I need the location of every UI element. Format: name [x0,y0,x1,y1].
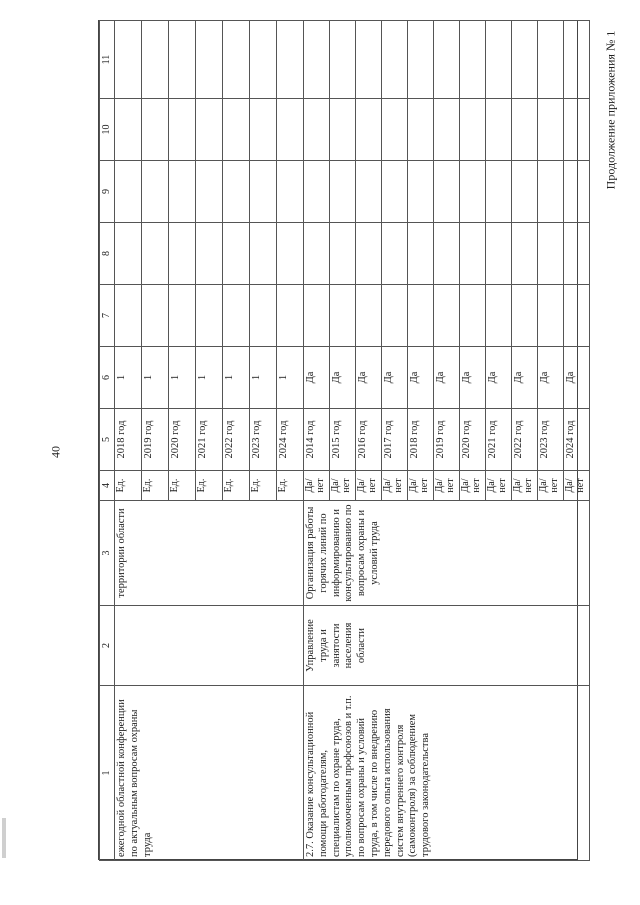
empty-cell [538,21,564,99]
unit-cell: Ед. [115,471,142,501]
empty-cell [564,21,590,99]
empty-cell [304,223,330,285]
empty-cell [330,285,356,347]
measures-table [99,20,590,861]
value-cell: Да [304,347,330,409]
empty-cell [486,21,512,99]
column-number-4: 4 [100,471,115,501]
empty-cell [223,99,250,161]
value-cell: 1 [196,347,223,409]
empty-cell [408,161,434,223]
empty-cell [277,99,304,161]
empty-cell [304,21,330,99]
column-number-row [100,21,115,861]
empty-cell [330,21,356,99]
appendix-continuation-note: Продолжение приложения № 1 [603,30,618,190]
empty-cell [304,161,330,223]
empty-cell [434,285,460,347]
column-number-8: 8 [100,223,115,285]
table-row [115,21,142,861]
empty-cell [512,21,538,99]
empty-cell [512,99,538,161]
empty-cell [564,161,590,223]
unit-cell: Ед. [169,471,196,501]
empty-cell [250,285,277,347]
year-cell: 2022 год [512,409,538,471]
empty-cell [512,161,538,223]
scan-edge-mark [2,818,6,858]
empty-cell [277,161,304,223]
year-cell: 2021 год [196,409,223,471]
unit-cell: Да/ нет [486,471,512,501]
empty-cell [538,285,564,347]
empty-cell [277,21,304,99]
value-cell: Да [356,347,382,409]
empty-cell [460,99,486,161]
empty-cell [356,285,382,347]
year-cell: 2024 год [277,409,304,471]
empty-cell [115,21,142,99]
value-cell: Да [330,347,356,409]
empty-cell [223,21,250,99]
unit-cell: Да/ нет [538,471,564,501]
unit-cell: Да/ нет [408,471,434,501]
unit-cell: Да/ нет [564,471,590,501]
empty-cell [460,285,486,347]
empty-cell [564,285,590,347]
empty-cell [408,223,434,285]
value-cell: 1 [250,347,277,409]
empty-cell [250,21,277,99]
column-number-10: 10 [100,99,115,161]
empty-cell [304,285,330,347]
empty-cell [169,99,196,161]
empty-cell [382,99,408,161]
value-cell: Да [434,347,460,409]
column-number-1: 1 [100,686,115,861]
empty-cell [304,99,330,161]
empty-cell [196,161,223,223]
empty-cell [434,21,460,99]
year-cell: 2020 год [169,409,196,471]
empty-cell [538,99,564,161]
empty-cell [142,99,169,161]
year-cell: 2018 год [408,409,434,471]
empty-cell [460,161,486,223]
unit-cell: Ед. [196,471,223,501]
year-cell: 2017 год [382,409,408,471]
empty-cell [142,223,169,285]
empty-cell [196,285,223,347]
empty-cell [169,223,196,285]
empty-cell [408,99,434,161]
empty-cell [196,21,223,99]
column-number-6: 6 [100,347,115,409]
empty-cell [408,21,434,99]
unit-cell: Да/ нет [382,471,408,501]
unit-cell: Ед. [277,471,304,501]
empty-cell [460,21,486,99]
empty-cell [486,223,512,285]
empty-cell [115,223,142,285]
value-cell: Да [408,347,434,409]
empty-cell [356,99,382,161]
year-cell: 2022 год [223,409,250,471]
empty-cell [564,99,590,161]
value-cell: 1 [115,347,142,409]
year-cell: 2019 год [142,409,169,471]
year-cell: 2021 год [486,409,512,471]
value-cell: 1 [142,347,169,409]
year-cell: 2023 год [250,409,277,471]
year-cell: 2019 год [434,409,460,471]
empty-cell [250,99,277,161]
unit-cell: Ед. [250,471,277,501]
empty-cell [250,223,277,285]
unit-cell: Ед. [223,471,250,501]
value-cell: Да [538,347,564,409]
column-number-9: 9 [100,161,115,223]
value-cell: Да [382,347,408,409]
unit-cell: Да/ нет [512,471,538,501]
empty-cell [223,285,250,347]
empty-cell [538,161,564,223]
empty-cell [277,223,304,285]
empty-cell [486,161,512,223]
empty-cell [356,21,382,99]
value-cell: Да [564,347,590,409]
value-cell: Да [512,347,538,409]
unit-cell: Да/ нет [460,471,486,501]
empty-cell [169,285,196,347]
empty-cell [142,285,169,347]
responsible-executor [115,606,304,686]
value-cell: Да [486,347,512,409]
empty-cell [223,223,250,285]
empty-cell [223,161,250,223]
empty-cell [330,161,356,223]
empty-cell [460,223,486,285]
empty-cell [382,223,408,285]
empty-cell [330,223,356,285]
responsible-executor: Управление труда и занятости населения области [304,606,590,686]
value-cell: 1 [277,347,304,409]
empty-cell [434,99,460,161]
measures-table-frame [98,20,586,860]
empty-cell [115,285,142,347]
year-cell: 2018 год [115,409,142,471]
empty-cell [512,285,538,347]
column-number-2: 2 [100,606,115,686]
value-cell: Да [460,347,486,409]
empty-cell [169,21,196,99]
measure-description: ежегодной областной конференции по актуальным вопросам охраны труда [115,686,304,861]
unit-cell: Да/ нет [330,471,356,501]
empty-cell [196,99,223,161]
measure-activity: Организация работы горячих линий по информированию и консультированию по вопросам охраны и условий труда [304,501,590,606]
empty-cell [382,161,408,223]
rotated-table-container [99,21,586,861]
empty-cell [115,161,142,223]
empty-cell [512,223,538,285]
empty-cell [356,161,382,223]
unit-cell: Да/ нет [304,471,330,501]
empty-cell [434,161,460,223]
year-cell: 2020 год [460,409,486,471]
empty-cell [115,99,142,161]
column-number-3: 3 [100,501,115,606]
value-cell: 1 [169,347,196,409]
empty-cell [538,223,564,285]
year-cell: 2015 год [330,409,356,471]
unit-cell: Ед. [142,471,169,501]
column-number-5: 5 [100,409,115,471]
unit-cell: Да/ нет [434,471,460,501]
empty-cell [142,21,169,99]
measure-activity: территории области [115,501,304,606]
page-number: 40 [48,446,63,458]
year-cell: 2016 год [356,409,382,471]
empty-cell [330,99,356,161]
empty-cell [382,21,408,99]
table-row [304,21,330,861]
empty-cell [434,223,460,285]
year-cell: 2023 год [538,409,564,471]
empty-cell [486,285,512,347]
measure-description: 2.7. Оказание консультационной помощи работодателям, специалистам по охране труда, уполномоченным профсоюзов и т.п. по вопросам охраны и условий труда, в том числе по внедрению передового опыта использования систем внутреннего контроля (самоконтроля) за соблюдением трудового законодательства [304,686,590,861]
empty-cell [196,223,223,285]
empty-cell [564,223,590,285]
empty-cell [142,161,169,223]
empty-cell [408,285,434,347]
unit-cell: Да/ нет [356,471,382,501]
year-cell: 2014 год [304,409,330,471]
empty-cell [169,161,196,223]
column-number-7: 7 [100,285,115,347]
empty-cell [356,223,382,285]
empty-cell [382,285,408,347]
empty-cell [277,285,304,347]
empty-cell [486,99,512,161]
empty-cell [250,161,277,223]
column-number-11: 11 [100,21,115,99]
year-cell: 2024 год [564,409,590,471]
value-cell: 1 [223,347,250,409]
